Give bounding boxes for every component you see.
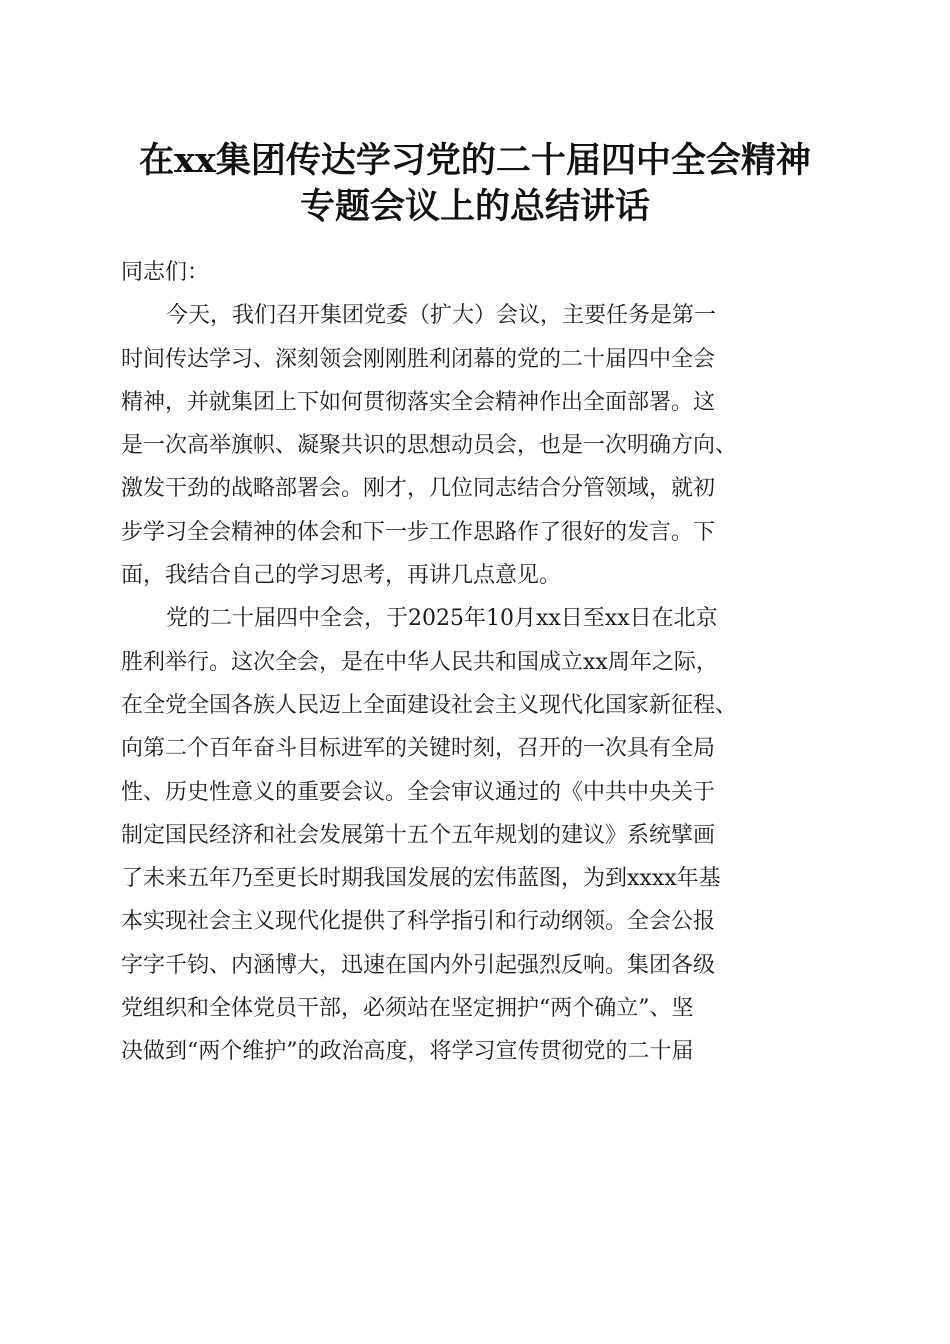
- paragraph-line: 本实现社会主义现代化提供了科学指引和行动纲领。全会公报: [121, 909, 716, 935]
- paragraph-line: 党的二十届四中全会，于2025年10月xx日至xx日在北京: [166, 606, 718, 632]
- paragraph-line: 面，我结合自己的学习思考，再讲几点意见。: [121, 563, 562, 589]
- paragraph-line: 今天，我们召开集团党委（扩大）会议，主要任务是第一: [166, 303, 717, 329]
- paragraph-line: 字字千钧、内涵博大，迅速在国内外引起强烈反响。集团各级: [121, 952, 716, 978]
- paragraph-line: 制定国民经济和社会发展第十五个五年规划的建议》系统擘画: [121, 822, 716, 848]
- paragraph-line: 性、历史性意义的重要会议。全会审议通过的《中共中央关于: [121, 779, 716, 805]
- paragraph-line: 精神，并就集团上下如何贯彻落实全会精神作出全面部署。这: [121, 389, 716, 415]
- paragraph-line: 胜利举行。这次全会，是在中华人民共和国成立xx周年之际，: [121, 649, 718, 675]
- salutation: 同志们：: [121, 260, 210, 285]
- paragraph-line: 激发干劲的战略部署会。刚才，几位同志结合分管领域，就初: [121, 476, 716, 502]
- paragraph-line: 决做到“两个维护”的政治高度，将学习宣传贯彻党的二十届: [121, 1039, 694, 1065]
- paragraph-line: 党组织和全体党员干部，必须站在坚定拥护“两个确立”、坚: [121, 996, 694, 1022]
- paragraph-2: [121, 597, 831, 1073]
- document-body: [121, 251, 831, 1074]
- paragraph-line: 在全党全国各族人民迈上全面建设社会主义现代化国家新征程、: [121, 692, 738, 718]
- paragraph-line: 时间传达学习、深刻领会刚刚胜利闭幕的党的二十届四中全会: [121, 346, 716, 372]
- document-title: [0, 138, 950, 230]
- paragraph-line: 了未来五年乃至更长时期我国发展的宏伟蓝图，为到xxxx年基: [121, 866, 721, 892]
- paragraph-1: [121, 294, 831, 597]
- paragraph-line: 是一次高举旗帜、凝聚共识的思想动员会，也是一次明确方向、: [121, 433, 738, 459]
- title-line-2: 专题会议上的总结讲话: [299, 186, 650, 227]
- paragraph-line: 向第二个百年奋斗目标进军的关键时刻，召开的一次具有全局: [121, 736, 716, 762]
- title-line-1: 在xx集团传达学习党的二十届四中全会精神: [139, 140, 811, 181]
- paragraph-line: 步学习全会精神的体会和下一步工作思路作了很好的发言。下: [121, 519, 716, 545]
